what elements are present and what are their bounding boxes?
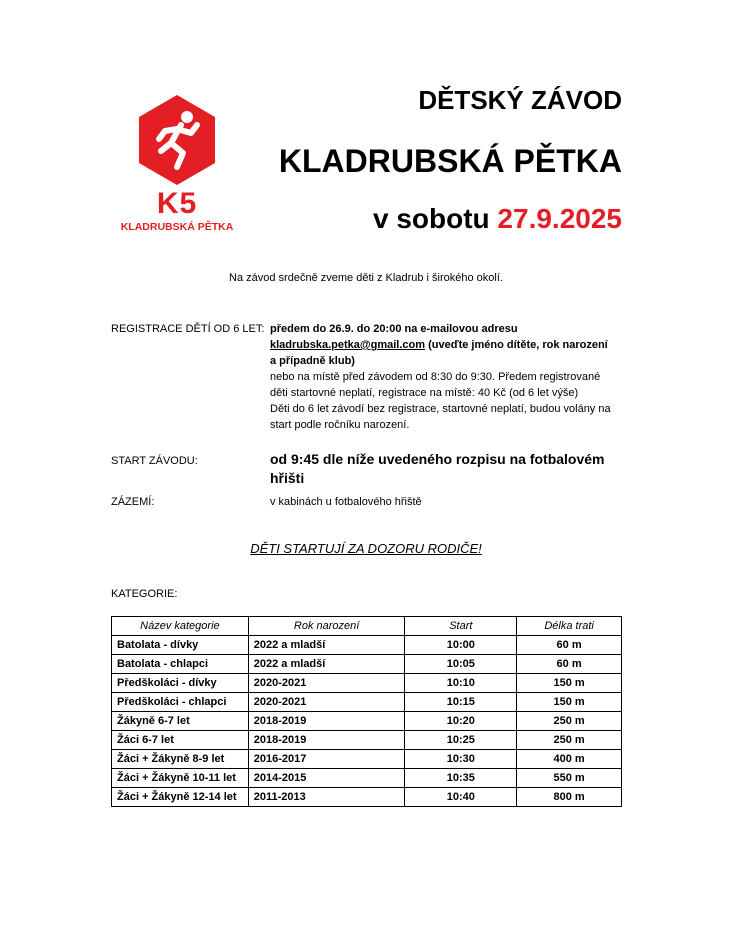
start-label: START ZÁVODU: xyxy=(111,455,198,467)
logo-mark: K5 xyxy=(156,187,198,220)
category-name-cell: Předškoláci - chlapci xyxy=(112,693,249,712)
facilities-label: ZÁZEMÍ: xyxy=(111,496,155,508)
event-name-title: KLADRUBSKÁ PĚTKA xyxy=(278,143,622,179)
registration-details xyxy=(270,321,630,433)
birth-year-cell: 2018-2019 xyxy=(248,712,405,731)
distance-cell: 400 m xyxy=(517,750,622,769)
running-figure-icon xyxy=(137,95,217,185)
facilities-value: v kabinách u fotbalového hřiště xyxy=(270,496,422,508)
table-row xyxy=(112,655,622,674)
invitation-text: Na závod srdečně zveme děti z Kladrub i širokého okolí. xyxy=(229,272,503,284)
registration-line-4: nebo na místě před závodem od 8:30 do 9:30. Předem registrované xyxy=(270,371,601,383)
logo-name: KLADRUBSKÁ PĚTKA xyxy=(120,221,234,233)
category-name-cell: Předškoláci - dívky xyxy=(112,674,249,693)
category-name-cell: Žáci + Žákyně 8-9 let xyxy=(112,750,249,769)
table-row xyxy=(112,750,622,769)
registration-line-2-rest: (uveďte jméno dítěte, rok narození xyxy=(425,339,608,351)
birth-year-cell: 2016-2017 xyxy=(248,750,405,769)
distance-cell: 150 m xyxy=(517,693,622,712)
column-header: Název kategorie xyxy=(112,617,249,636)
start-time-cell: 10:35 xyxy=(405,769,517,788)
event-date-prefix: v sobotu xyxy=(372,203,498,234)
column-header: Rok narození xyxy=(248,617,405,636)
birth-year-cell: 2022 a mladší xyxy=(248,655,405,674)
categories-label: KATEGORIE: xyxy=(111,588,178,600)
distance-cell: 60 m xyxy=(517,636,622,655)
table-row xyxy=(112,712,622,731)
table-row xyxy=(112,769,622,788)
registration-line-1: předem do 26.9. do 20:00 na e-mailovou adresu xyxy=(270,323,518,335)
table-row xyxy=(112,674,622,693)
event-type-title: DĚTSKÝ ZÁVOD xyxy=(418,85,622,115)
distance-cell: 250 m xyxy=(517,712,622,731)
birth-year-cell: 2020-2021 xyxy=(248,693,405,712)
logo xyxy=(113,95,248,240)
event-date: 27.9.2025 xyxy=(497,203,622,234)
categories-table-body xyxy=(112,636,622,807)
table-row xyxy=(112,731,622,750)
start-time-cell: 10:05 xyxy=(405,655,517,674)
categories-table xyxy=(111,616,622,807)
start-time-cell: 10:20 xyxy=(405,712,517,731)
start-time-cell: 10:30 xyxy=(405,750,517,769)
start-time-cell: 10:10 xyxy=(405,674,517,693)
start-time-cell: 10:00 xyxy=(405,636,517,655)
supervision-notice: DĚTI STARTUJÍ ZA DOZORU RODIČE! xyxy=(250,541,482,556)
distance-cell: 60 m xyxy=(517,655,622,674)
table-row xyxy=(112,636,622,655)
start-line-1: od 9:45 dle níže uvedeného rozpisu na fotbalovém xyxy=(270,451,605,467)
registration-line-5: děti startovné neplatí, registrace na místě: 40 Kč (od 6 let výše) xyxy=(270,387,579,399)
start-value xyxy=(270,450,630,488)
start-time-cell: 10:25 xyxy=(405,731,517,750)
birth-year-cell: 2014-2015 xyxy=(248,769,405,788)
column-header: Délka trati xyxy=(517,617,622,636)
event-date-title xyxy=(373,202,622,236)
email-link[interactable]: kladrubska.petka@gmail.com xyxy=(270,339,426,351)
category-name-cell: Žáci + Žákyně 12-14 let xyxy=(112,788,249,807)
birth-year-cell: 2011-2013 xyxy=(248,788,405,807)
distance-cell: 150 m xyxy=(517,674,622,693)
birth-year-cell: 2020-2021 xyxy=(248,674,405,693)
registration-label: REGISTRACE DĚTÍ OD 6 LET: xyxy=(111,323,265,335)
column-header: Start xyxy=(405,617,517,636)
table-row xyxy=(112,693,622,712)
table-row xyxy=(112,788,622,807)
category-name-cell: Žáci 6-7 let xyxy=(112,731,249,750)
category-name-cell: Batolata - chlapci xyxy=(112,655,249,674)
table-header-row xyxy=(112,617,622,636)
registration-line-2 xyxy=(270,337,630,353)
distance-cell: 550 m xyxy=(517,769,622,788)
registration-line-3: a případně klub) xyxy=(270,355,355,367)
start-line-2: hřišti xyxy=(270,470,305,486)
birth-year-cell: 2022 a mladší xyxy=(248,636,405,655)
birth-year-cell: 2018-2019 xyxy=(248,731,405,750)
category-name-cell: Žáci + Žákyně 10-11 let xyxy=(112,769,249,788)
distance-cell: 250 m xyxy=(517,731,622,750)
category-name-cell: Žákyně 6-7 let xyxy=(112,712,249,731)
registration-line-7: start podle ročníku narození. xyxy=(270,419,410,431)
distance-cell: 800 m xyxy=(517,788,622,807)
registration-line-6: Děti do 6 let závodí bez registrace, startovné neplatí, budou volány na xyxy=(270,403,611,415)
start-time-cell: 10:40 xyxy=(405,788,517,807)
category-name-cell: Batolata - dívky xyxy=(112,636,249,655)
start-time-cell: 10:15 xyxy=(405,693,517,712)
